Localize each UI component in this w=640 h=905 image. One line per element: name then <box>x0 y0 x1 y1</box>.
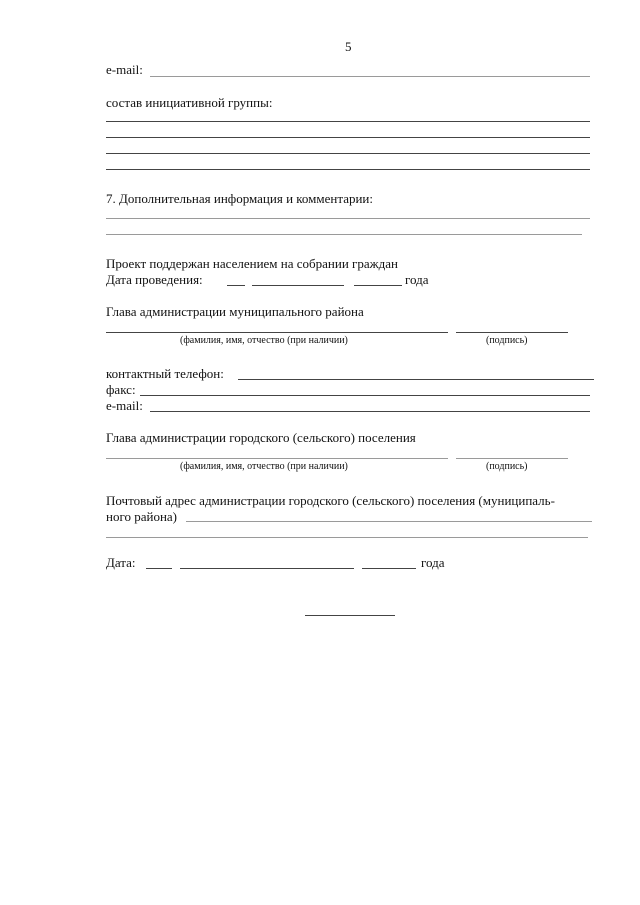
postal-address-line-1[interactable] <box>186 521 592 522</box>
initiative-group-line-3[interactable] <box>106 153 590 154</box>
district-head-name-line[interactable] <box>106 332 448 333</box>
district-head-title: Глава администрации муниципального района <box>106 304 364 319</box>
postal-address-label-line-1: Почтовый адрес администрации городского (сельского) поселения (муниципаль- <box>106 493 555 508</box>
initiative-group-line-2[interactable] <box>106 137 590 138</box>
footer-date-year-line[interactable] <box>362 568 416 569</box>
district-head-signature-caption: (подпись) <box>486 335 528 346</box>
footer-date-label: Дата: <box>106 555 136 570</box>
closing-separator <box>305 615 395 616</box>
district-head-name-caption: (фамилия, имя, отчество (при наличии) <box>180 335 348 346</box>
fax-line[interactable] <box>140 395 590 396</box>
district-head-signature-line[interactable] <box>456 332 568 333</box>
settlement-head-name-line[interactable] <box>106 458 448 459</box>
footer-date-month-line[interactable] <box>180 568 354 569</box>
comments-line-2[interactable] <box>106 234 582 235</box>
email-label: e-mail: <box>106 62 143 77</box>
meeting-date-label: Дата проведения: <box>106 272 203 287</box>
initiative-group-line-1[interactable] <box>106 121 590 122</box>
footer-date-year-word: года <box>421 555 445 570</box>
section-7-heading: 7. Дополнительная информация и комментарии: <box>106 191 374 206</box>
postal-address-line-2[interactable] <box>106 537 588 538</box>
meeting-date-month-line[interactable] <box>252 285 344 286</box>
contact-phone-line[interactable] <box>238 379 594 380</box>
support-statement: Проект поддержан населением на собрании граждан <box>106 256 398 271</box>
footer-date-day-line[interactable] <box>146 568 172 569</box>
page-number: 5 <box>345 39 352 54</box>
settlement-head-name-caption: (фамилия, имя, отчество (при наличии) <box>180 461 348 472</box>
initiative-group-label: состав инициативной группы: <box>106 95 273 110</box>
meeting-date-year-word: года <box>405 272 429 287</box>
email-field-line[interactable] <box>150 76 590 77</box>
postal-address-label-line-2: ного района) <box>106 509 177 524</box>
comments-line-1[interactable] <box>106 218 590 219</box>
settlement-head-signature-line[interactable] <box>456 458 568 459</box>
meeting-date-day-line[interactable] <box>227 285 245 286</box>
contact-email-line[interactable] <box>150 411 590 412</box>
settlement-head-title: Глава администрации городского (сельского) поселения <box>106 430 416 445</box>
fax-label: факс: <box>106 382 136 397</box>
settlement-head-signature-caption: (подпись) <box>486 461 528 472</box>
initiative-group-line-4[interactable] <box>106 169 590 170</box>
contact-phone-label: контактный телефон: <box>106 366 224 381</box>
meeting-date-year-line[interactable] <box>354 285 402 286</box>
contact-email-label: e-mail: <box>106 398 143 413</box>
